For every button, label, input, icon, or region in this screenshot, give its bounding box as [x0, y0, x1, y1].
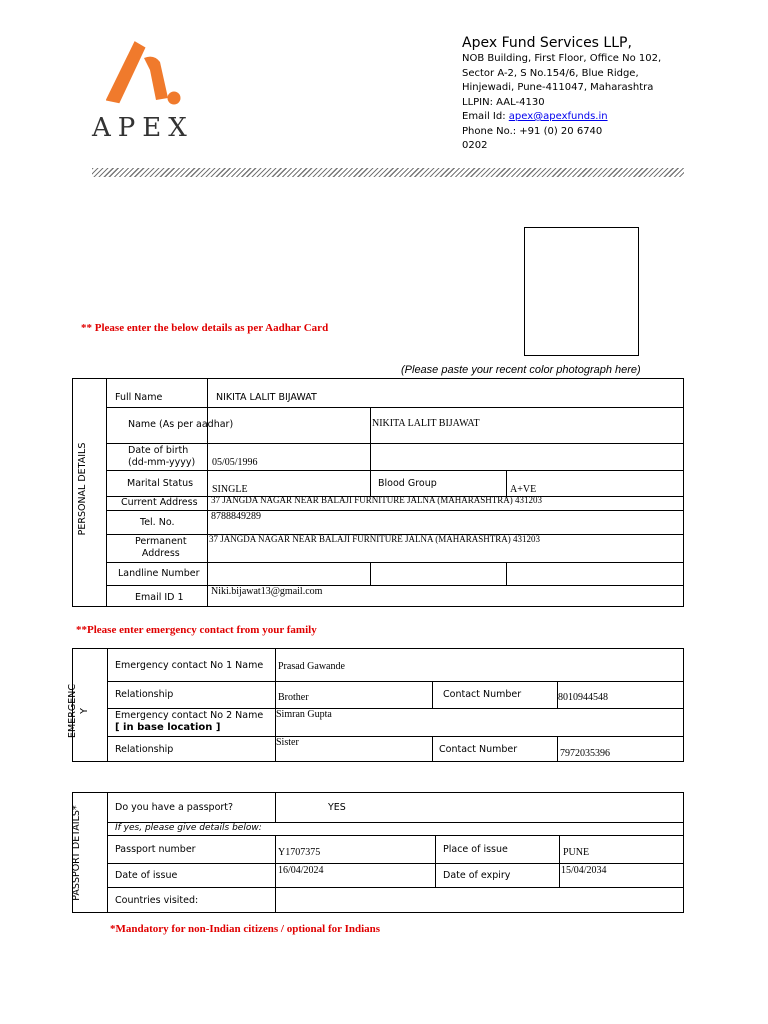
- contact1-number-value[interactable]: 8010944548: [558, 692, 608, 703]
- table-divider: [207, 378, 208, 607]
- emergency-note: **Please enter emergency contact from your family: [76, 624, 317, 636]
- emergency-title-line: EMERGENC: [67, 684, 78, 738]
- dob-label: [128, 445, 195, 468]
- email-id-value[interactable]: Niki.bijawat13@gmail.com: [211, 586, 323, 597]
- table-divider: [370, 562, 371, 585]
- contact2-relationship-label: Relationship: [115, 744, 174, 755]
- table-divider: [432, 681, 433, 708]
- table-divider: [506, 562, 507, 585]
- table-divider: [107, 792, 108, 913]
- place-of-issue-value[interactable]: PUNE: [563, 847, 590, 858]
- place-of-issue-label: Place of issue: [443, 844, 508, 855]
- contact2-label-line: Emergency contact No 2 Name: [115, 710, 264, 721]
- address-line: Sector A-2, S No.154/6, Blue Ridge,: [462, 67, 639, 79]
- phone-line: Phone No.: +91 (0) 20 6740: [462, 125, 603, 137]
- phone-line-cont: 0202: [462, 140, 488, 151]
- table-divider: [107, 648, 108, 762]
- date-of-expiry-label: Date of expiry: [443, 870, 511, 881]
- contact1-number-label: Contact Number: [443, 689, 522, 700]
- llpin-line: LLPIN: AAL-4130: [462, 96, 545, 108]
- table-row-line: [107, 835, 684, 836]
- landline-label: Landline Number: [118, 568, 200, 579]
- table-row-line: [107, 736, 684, 737]
- aadhar-note: ** Please enter the below details as per Aadhar Card: [81, 322, 329, 334]
- table-divider: [370, 407, 371, 443]
- company-name: Apex Fund Services LLP,: [462, 35, 632, 51]
- countries-visited-label: Countries visited:: [115, 895, 199, 906]
- passport-number-label: Passport number: [115, 844, 196, 855]
- passport-have-value[interactable]: YES: [328, 802, 346, 813]
- table-row-line: [106, 443, 684, 444]
- dob-value[interactable]: 05/05/1996: [212, 457, 258, 468]
- table-divider: [557, 736, 558, 762]
- apex-logo-mark: [106, 36, 186, 108]
- permanent-address-label: [135, 536, 187, 559]
- table-divider: [275, 792, 276, 822]
- date-of-issue-value[interactable]: 16/04/2024: [278, 865, 324, 876]
- aadhar-name-label: Name (As per aadhar): [128, 419, 234, 430]
- full-name-value[interactable]: NIKITA LALIT BIJAWAT: [216, 392, 317, 403]
- emergency-section-title: [67, 671, 93, 751]
- dob-format-line: (dd-mm-yyyy): [128, 457, 196, 468]
- table-row-line: [107, 708, 684, 709]
- blood-group-label: Blood Group: [378, 478, 437, 489]
- email-link[interactable]: apex@apexfunds.in: [508, 111, 608, 122]
- table-divider: [559, 835, 560, 887]
- passport-if-yes: If yes, please give details below:: [115, 823, 262, 833]
- current-address-value[interactable]: 37 JANGDA NAGAR NEAR BALAJI FURNITURE JALNA (MAHARASHTRA) 431203: [211, 495, 543, 505]
- contact2-name-label: [115, 710, 263, 734]
- current-address-label: Current Address: [121, 497, 198, 508]
- full-name-label: Full Name: [115, 392, 163, 403]
- table-row-line: [106, 585, 684, 586]
- address-line: NOB Building, First Floor, Office No 102,: [462, 53, 662, 64]
- table-row-line: [106, 470, 684, 471]
- passport-section-title: PASSPORT DETAILS*: [71, 805, 82, 901]
- table-divider: [106, 378, 107, 607]
- contact2-relationship-value[interactable]: Sister: [276, 737, 299, 748]
- table-row-line: [107, 887, 684, 888]
- email-label: Email Id:: [462, 111, 509, 122]
- tel-value[interactable]: 8788849289: [211, 511, 261, 522]
- marital-value[interactable]: SINGLE: [212, 484, 248, 495]
- apex-logo: [106, 36, 186, 108]
- email-id-label: Email ID 1: [135, 592, 184, 603]
- contact1-relationship-label: Relationship: [115, 689, 174, 700]
- table-row-line: [107, 863, 684, 864]
- table-row-line: [107, 681, 684, 682]
- personal-section-title: PERSONAL DETAILS: [77, 442, 88, 536]
- emergency-title-line: Y: [79, 708, 90, 714]
- photo-instruction: (Please paste your recent color photograph here): [401, 364, 641, 376]
- table-row-line: [106, 407, 684, 408]
- date-of-expiry-value[interactable]: 15/04/2034: [561, 865, 607, 876]
- email-line: [462, 110, 692, 125]
- photo-box[interactable]: [524, 227, 639, 356]
- dob-label-line: Date of birth: [128, 445, 189, 456]
- table-divider: [506, 470, 507, 496]
- passport-have-label: Do you have a passport?: [115, 802, 234, 813]
- company-address: [462, 52, 692, 154]
- perm-label-line: Address: [141, 548, 180, 559]
- table-divider: [435, 835, 436, 887]
- table-row-line: [106, 510, 684, 511]
- passport-number-value[interactable]: Y1707375: [278, 847, 321, 858]
- contact1-name-label: Emergency contact No 1 Name: [115, 660, 264, 671]
- table-divider: [432, 736, 433, 762]
- base-location-label: [ in base location ]: [115, 722, 221, 733]
- contact2-number-value[interactable]: 7972035396: [560, 748, 610, 759]
- contact1-name-value[interactable]: Prasad Gawande: [278, 661, 345, 672]
- permanent-address-value[interactable]: 37 JANGDA NAGAR NEAR BALAJI FURNITURE JALNA (MAHARASHTRA) 431203: [209, 534, 541, 544]
- aadhar-name-value[interactable]: NIKITA LALIT BIJAWAT: [372, 418, 480, 429]
- blood-group-value[interactable]: A+VE: [510, 484, 537, 495]
- mandatory-note: *Mandatory for non-Indian citizens / optional for Indians: [110, 923, 381, 935]
- perm-label-line: Permanent: [135, 536, 187, 547]
- tel-label: Tel. No.: [140, 517, 175, 528]
- decorative-divider: [92, 168, 684, 177]
- table-row-line: [106, 562, 684, 563]
- date-of-issue-label: Date of issue: [115, 870, 178, 881]
- contact2-number-label: Contact Number: [439, 744, 518, 755]
- logo-wordmark: APEX: [92, 113, 194, 143]
- table-divider: [275, 835, 276, 913]
- address-line: Hinjewadi, Pune-411047, Maharashtra: [462, 82, 654, 93]
- contact2-name-value[interactable]: Simran Gupta: [276, 709, 332, 720]
- marital-label: Marital Status: [127, 478, 194, 489]
- contact1-relationship-value[interactable]: Brother: [278, 692, 309, 703]
